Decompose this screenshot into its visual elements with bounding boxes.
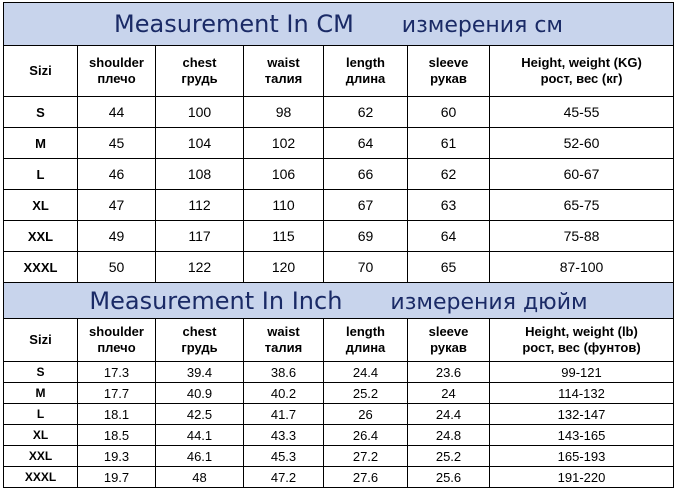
chest-cell: 117: [156, 221, 244, 252]
shoulder-cell: 44: [78, 97, 156, 128]
inch-header-length: length длина: [324, 319, 408, 362]
inch-header-sleeve: sleeve рукав: [408, 319, 490, 362]
chest-cell: 48: [156, 467, 244, 488]
waist-cell: 98: [244, 97, 324, 128]
inch-size-table: [3, 282, 674, 488]
cm-header-waist: waist талия: [244, 46, 324, 97]
length-cell: 27.2: [324, 446, 408, 467]
table-row: [4, 425, 674, 446]
inch-header-shoulder: shoulder плечо: [78, 319, 156, 362]
cm-size-table: [3, 2, 674, 283]
length-cell: 62: [324, 97, 408, 128]
length-cell: 69: [324, 221, 408, 252]
table-row: [4, 467, 674, 488]
inch-header-height-weight: Height, weight (lb) рост, вес (фунтов): [490, 319, 674, 362]
inch-table-title: [4, 283, 674, 319]
waist-cell: 45.3: [244, 446, 324, 467]
length-cell: 26.4: [324, 425, 408, 446]
length-cell: 25.2: [324, 383, 408, 404]
height-weight-cell: 65-75: [490, 190, 674, 221]
shoulder-cell: 50: [78, 252, 156, 283]
shoulder-cell: 17.3: [78, 362, 156, 383]
inch-header-row: [4, 319, 674, 362]
length-cell: 24.4: [324, 362, 408, 383]
sleeve-cell: 25.2: [408, 446, 490, 467]
inch-title-en: Measurement In Inch: [89, 286, 343, 315]
height-weight-cell: 60-67: [490, 159, 674, 190]
sleeve-cell: 24.8: [408, 425, 490, 446]
cm-header-row: [4, 46, 674, 97]
cm-header-height-weight: Height, weight (KG) рост, вес (кг): [490, 46, 674, 97]
size-cell: M: [4, 128, 78, 159]
height-weight-cell: 52-60: [490, 128, 674, 159]
cm-title-en: Measurement In CM: [114, 10, 354, 38]
height-weight-cell: 191-220: [490, 467, 674, 488]
table-row: [4, 383, 674, 404]
height-weight-cell: 99-121: [490, 362, 674, 383]
shoulder-cell: 45: [78, 128, 156, 159]
cm-header-sleeve: sleeve рукав: [408, 46, 490, 97]
shoulder-cell: 47: [78, 190, 156, 221]
shoulder-cell: 17.7: [78, 383, 156, 404]
size-cell: S: [4, 362, 78, 383]
table-row: [4, 446, 674, 467]
inch-title-ru: измерения дюйм: [390, 289, 588, 315]
height-weight-cell: 165-193: [490, 446, 674, 467]
shoulder-cell: 19.3: [78, 446, 156, 467]
chest-cell: 112: [156, 190, 244, 221]
chest-cell: 100: [156, 97, 244, 128]
sleeve-cell: 24: [408, 383, 490, 404]
sleeve-cell: 64: [408, 221, 490, 252]
shoulder-cell: 19.7: [78, 467, 156, 488]
height-weight-cell: 87-100: [490, 252, 674, 283]
size-cell: XL: [4, 425, 78, 446]
waist-cell: 110: [244, 190, 324, 221]
height-weight-cell: 75-88: [490, 221, 674, 252]
chest-cell: 39.4: [156, 362, 244, 383]
waist-cell: 115: [244, 221, 324, 252]
size-cell: XXXL: [4, 252, 78, 283]
shoulder-cell: 18.1: [78, 404, 156, 425]
waist-cell: 38.6: [244, 362, 324, 383]
cm-header-size: Sizi: [4, 46, 78, 97]
chest-cell: 40.9: [156, 383, 244, 404]
height-weight-cell: 132-147: [490, 404, 674, 425]
inch-header-chest: chest грудь: [156, 319, 244, 362]
waist-cell: 40.2: [244, 383, 324, 404]
shoulder-cell: 18.5: [78, 425, 156, 446]
sleeve-cell: 63: [408, 190, 490, 221]
sleeve-cell: 24.4: [408, 404, 490, 425]
chest-cell: 108: [156, 159, 244, 190]
size-cell: XXXL: [4, 467, 78, 488]
waist-cell: 43.3: [244, 425, 324, 446]
cm-table-title: [4, 3, 674, 46]
length-cell: 64: [324, 128, 408, 159]
sleeve-cell: 25.6: [408, 467, 490, 488]
chest-cell: 104: [156, 128, 244, 159]
cm-title-ru: измерения см: [401, 13, 564, 38]
chest-cell: 44.1: [156, 425, 244, 446]
table-row: [4, 159, 674, 190]
size-cell: L: [4, 159, 78, 190]
size-cell: XL: [4, 190, 78, 221]
length-cell: 27.6: [324, 467, 408, 488]
height-weight-cell: 114-132: [490, 383, 674, 404]
table-row: [4, 252, 674, 283]
sleeve-cell: 23.6: [408, 362, 490, 383]
inch-header-waist: waist талия: [244, 319, 324, 362]
waist-cell: 41.7: [244, 404, 324, 425]
chest-cell: 122: [156, 252, 244, 283]
table-row: [4, 362, 674, 383]
size-cell: XXL: [4, 446, 78, 467]
cm-header-length: length длина: [324, 46, 408, 97]
height-weight-cell: 143-165: [490, 425, 674, 446]
size-cell: M: [4, 383, 78, 404]
table-row: [4, 190, 674, 221]
size-cell: S: [4, 97, 78, 128]
cm-header-chest: chest грудь: [156, 46, 244, 97]
waist-cell: 102: [244, 128, 324, 159]
length-cell: 67: [324, 190, 408, 221]
sleeve-cell: 61: [408, 128, 490, 159]
height-weight-cell: 45-55: [490, 97, 674, 128]
chest-cell: 46.1: [156, 446, 244, 467]
cm-header-shoulder: shoulder плечо: [78, 46, 156, 97]
length-cell: 70: [324, 252, 408, 283]
size-cell: XXL: [4, 221, 78, 252]
inch-header-size: Sizi: [4, 319, 78, 362]
shoulder-cell: 49: [78, 221, 156, 252]
table-row: [4, 97, 674, 128]
sleeve-cell: 65: [408, 252, 490, 283]
table-row: [4, 128, 674, 159]
length-cell: 66: [324, 159, 408, 190]
sleeve-cell: 60: [408, 97, 490, 128]
chest-cell: 42.5: [156, 404, 244, 425]
size-cell: L: [4, 404, 78, 425]
shoulder-cell: 46: [78, 159, 156, 190]
length-cell: 26: [324, 404, 408, 425]
waist-cell: 47.2: [244, 467, 324, 488]
waist-cell: 120: [244, 252, 324, 283]
sleeve-cell: 62: [408, 159, 490, 190]
table-row: [4, 404, 674, 425]
table-row: [4, 221, 674, 252]
waist-cell: 106: [244, 159, 324, 190]
